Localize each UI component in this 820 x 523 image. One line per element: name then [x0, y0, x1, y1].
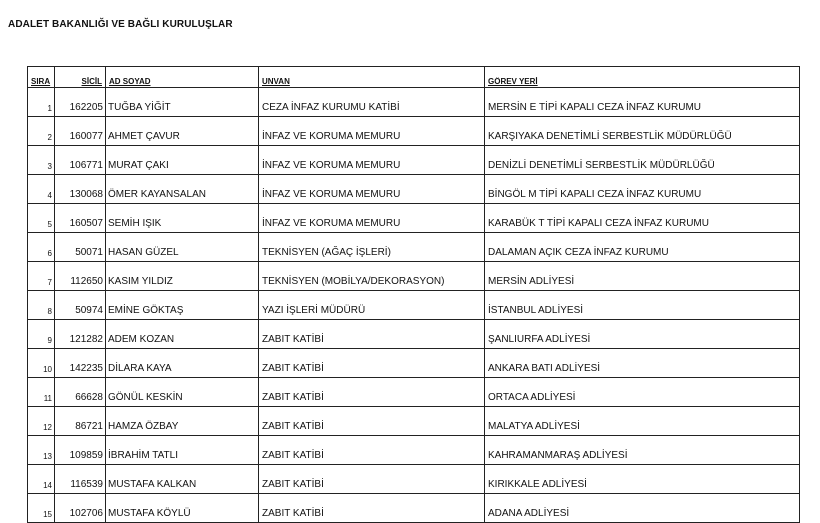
cell-sira: 11 — [28, 378, 55, 407]
cell-sicil: 160507 — [55, 204, 106, 233]
table-row — [28, 465, 800, 494]
cell-ad-soyad: GÖNÜL KESKİN — [106, 378, 259, 407]
cell-gorev-yeri: DALAMAN AÇIK CEZA İNFAZ KURUMU — [485, 233, 800, 262]
cell-sicil: 160077 — [55, 117, 106, 146]
cell-gorev-yeri: MERSİN ADLİYESİ — [485, 262, 800, 291]
cell-sicil: 106771 — [55, 146, 106, 175]
cell-sicil: 50974 — [55, 291, 106, 320]
cell-sira: 7 — [28, 262, 55, 291]
cell-sicil: 162205 — [55, 88, 106, 117]
cell-ad-soyad: MUSTAFA KALKAN — [106, 465, 259, 494]
cell-sicil: 86721 — [55, 407, 106, 436]
table-row — [28, 204, 800, 233]
table-row — [28, 349, 800, 378]
cell-ad-soyad: TUĞBA YİĞİT — [106, 88, 259, 117]
table-top-spacer — [28, 67, 800, 78]
cell-gorev-yeri: İSTANBUL ADLİYESİ — [485, 291, 800, 320]
cell-gorev-yeri: ADANA ADLİYESİ — [485, 494, 800, 523]
cell-gorev-yeri: KARABÜK T TİPİ KAPALI CEZA İNFAZ KURUMU — [485, 204, 800, 233]
cell-sira: 3 — [28, 146, 55, 175]
cell-sira: 10 — [28, 349, 55, 378]
cell-sira: 4 — [28, 175, 55, 204]
cell-ad-soyad: ADEM KOZAN — [106, 320, 259, 349]
cell-unvan: ZABIT KATİBİ — [259, 465, 485, 494]
table-row — [28, 117, 800, 146]
table-row — [28, 436, 800, 465]
cell-ad-soyad: AHMET ÇAVUR — [106, 117, 259, 146]
cell-ad-soyad: MUSTAFA KÖYLÜ — [106, 494, 259, 523]
cell-sira: 14 — [28, 465, 55, 494]
cell-unvan: YAZI İŞLERİ MÜDÜRÜ — [259, 291, 485, 320]
cell-sicil: 102706 — [55, 494, 106, 523]
cell-ad-soyad: HASAN GÜZEL — [106, 233, 259, 262]
cell-sira: 2 — [28, 117, 55, 146]
table-row — [28, 262, 800, 291]
cell-unvan: İNFAZ VE KORUMA MEMURU — [259, 117, 485, 146]
cell-sira: 1 — [28, 88, 55, 117]
cell-sicil: 50071 — [55, 233, 106, 262]
cell-gorev-yeri: ORTACA ADLİYESİ — [485, 378, 800, 407]
table-header-row — [28, 77, 800, 88]
table-body — [28, 88, 800, 523]
cell-sicil: 142235 — [55, 349, 106, 378]
cell-sicil: 109859 — [55, 436, 106, 465]
table-row — [28, 88, 800, 117]
cell-sicil: 112650 — [55, 262, 106, 291]
cell-sira: 5 — [28, 204, 55, 233]
cell-unvan: ZABIT KATİBİ — [259, 320, 485, 349]
cell-ad-soyad: SEMİH IŞIK — [106, 204, 259, 233]
cell-ad-soyad: ÖMER KAYANSALAN — [106, 175, 259, 204]
cell-sicil: 130068 — [55, 175, 106, 204]
cell-unvan: ZABIT KATİBİ — [259, 407, 485, 436]
cell-gorev-yeri: DENİZLİ DENETİMLİ SERBESTLİK MÜDÜRLÜĞÜ — [485, 146, 800, 175]
cell-unvan: İNFAZ VE KORUMA MEMURU — [259, 175, 485, 204]
table-row — [28, 146, 800, 175]
header-sira: SIRA — [28, 77, 55, 88]
cell-ad-soyad: MURAT ÇAKI — [106, 146, 259, 175]
cell-ad-soyad: KASIM YILDIZ — [106, 262, 259, 291]
cell-ad-soyad: İBRAHİM TATLI — [106, 436, 259, 465]
table-row — [28, 291, 800, 320]
cell-gorev-yeri: MERSİN E TİPİ KAPALI CEZA İNFAZ KURUMU — [485, 88, 800, 117]
cell-gorev-yeri: ANKARA BATI ADLİYESİ — [485, 349, 800, 378]
table-row — [28, 407, 800, 436]
header-unvan: UNVAN — [259, 77, 485, 88]
cell-sicil: 121282 — [55, 320, 106, 349]
table-row — [28, 378, 800, 407]
cell-sicil: 66628 — [55, 378, 106, 407]
table-row — [28, 233, 800, 262]
cell-sicil: 116539 — [55, 465, 106, 494]
cell-sira: 15 — [28, 494, 55, 523]
cell-unvan: ZABIT KATİBİ — [259, 378, 485, 407]
cell-gorev-yeri: MALATYA ADLİYESİ — [485, 407, 800, 436]
cell-unvan: İNFAZ VE KORUMA MEMURU — [259, 204, 485, 233]
cell-unvan: CEZA İNFAZ KURUMU KATİBİ — [259, 88, 485, 117]
cell-unvan: TEKNİSYEN (MOBİLYA/DEKORASYON) — [259, 262, 485, 291]
table-row — [28, 320, 800, 349]
cell-ad-soyad: DİLARA KAYA — [106, 349, 259, 378]
cell-gorev-yeri: BİNGÖL M TİPİ KAPALI CEZA İNFAZ KURUMU — [485, 175, 800, 204]
cell-sira: 9 — [28, 320, 55, 349]
cell-gorev-yeri: KIRIKKALE ADLİYESİ — [485, 465, 800, 494]
header-gorev-yeri: GÖREV YERİ — [485, 77, 800, 88]
table-row — [28, 494, 800, 523]
cell-unvan: İNFAZ VE KORUMA MEMURU — [259, 146, 485, 175]
cell-gorev-yeri: ŞANLIURFA ADLİYESİ — [485, 320, 800, 349]
cell-sira: 6 — [28, 233, 55, 262]
header-sicil: SİCİL — [55, 77, 106, 88]
header-ad-soyad: AD SOYAD — [106, 77, 259, 88]
cell-ad-soyad: EMİNE GÖKTAŞ — [106, 291, 259, 320]
cell-sira: 13 — [28, 436, 55, 465]
table-row — [28, 175, 800, 204]
document-title: ADALET BAKANLIĞI VE BAĞLI KURULUŞLAR — [8, 19, 233, 30]
cell-sira: 12 — [28, 407, 55, 436]
cell-unvan: ZABIT KATİBİ — [259, 349, 485, 378]
cell-ad-soyad: HAMZA ÖZBAY — [106, 407, 259, 436]
cell-unvan: ZABIT KATİBİ — [259, 436, 485, 465]
cell-sira: 8 — [28, 291, 55, 320]
cell-unvan: ZABIT KATİBİ — [259, 494, 485, 523]
cell-gorev-yeri: KARŞIYAKA DENETİMLİ SERBESTLİK MÜDÜRLÜĞÜ — [485, 117, 800, 146]
cell-gorev-yeri: KAHRAMANMARAŞ ADLİYESİ — [485, 436, 800, 465]
cell-unvan: TEKNİSYEN (AĞAÇ İŞLERİ) — [259, 233, 485, 262]
personnel-table — [27, 66, 800, 523]
